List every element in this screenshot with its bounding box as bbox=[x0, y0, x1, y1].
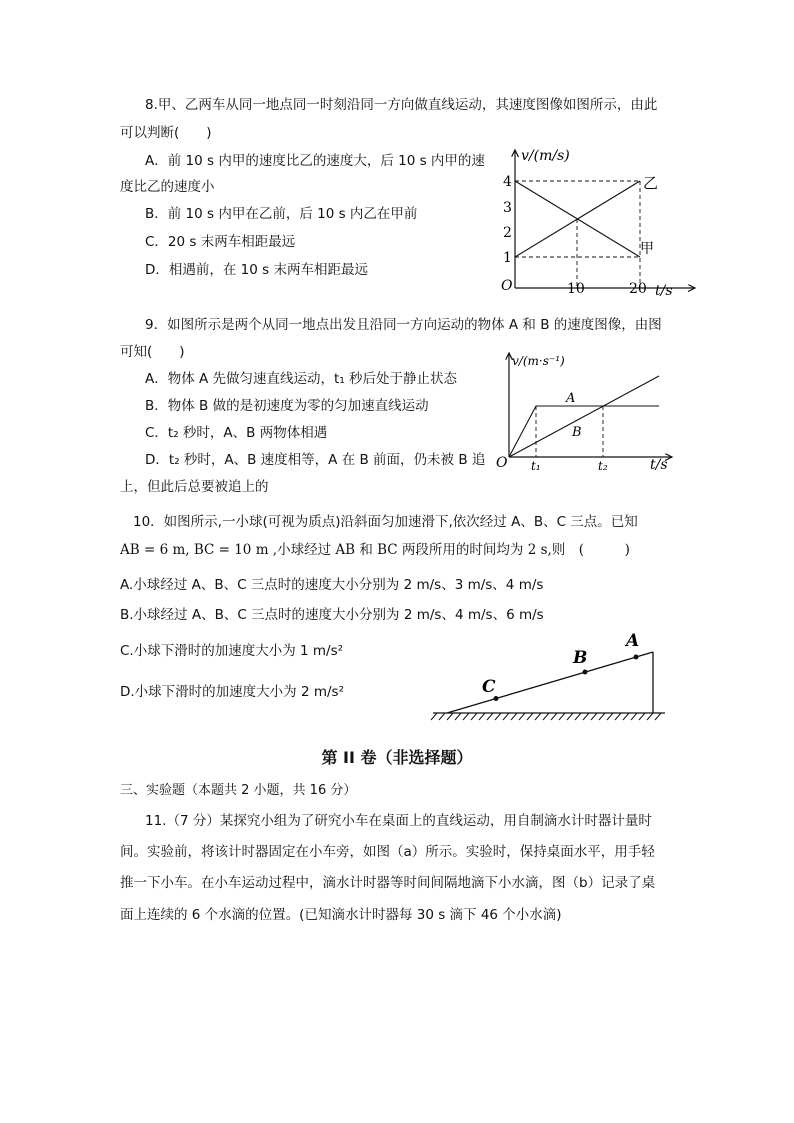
q8-xtick: 10 bbox=[567, 281, 585, 297]
q9-stem-line2: 可知( ) bbox=[120, 344, 185, 360]
q8-ytick: 4 bbox=[503, 174, 512, 190]
q10-label-c: C bbox=[482, 677, 496, 697]
q8-ytick: 1 bbox=[503, 250, 512, 266]
q8-ytick: 2 bbox=[503, 225, 512, 241]
q9-label-a: A bbox=[566, 391, 576, 406]
q10-option-d: D.小球下滑时的加速度大小为 2 m/s² bbox=[120, 684, 345, 700]
q9-option-a: A．物体 A 先做匀速直线运动，t₁ 秒后处于静止状态 bbox=[145, 371, 458, 387]
q9-label-t1: t₁ bbox=[531, 459, 541, 473]
q9-origin: O bbox=[496, 455, 508, 471]
q11-line3: 推一下小车。在小车运动过程中，滴水计时器等时间间隔地滴下小水滴，图（b）记录了桌 bbox=[120, 875, 656, 891]
q11-line2: 间。实验前，将该计时器固定在小车旁，如图（a）所示。实验时，保持桌面水平，用手轻 bbox=[120, 844, 655, 860]
q8-stem-line2: 可以判断( ) bbox=[120, 125, 212, 141]
q10-label-a: A bbox=[626, 631, 640, 651]
q8-xlabel: t/s bbox=[655, 283, 673, 299]
q11-line4: 面上连续的 6 个水滴的位置。(已知滴水计时器每 30 s 滴下 46 个小水滴) bbox=[120, 907, 562, 923]
part2-title: 第 II 卷（非选择题） bbox=[321, 748, 473, 767]
q8-option-c: C．20 s 末两车相距最远 bbox=[145, 234, 296, 250]
q8-label-jia: 甲 bbox=[640, 241, 654, 257]
q8-ylabel: v/(m/s) bbox=[521, 148, 570, 164]
q9-velocity-graph bbox=[492, 345, 682, 475]
q8-label-yi: 乙 bbox=[643, 174, 659, 192]
q9-xlabel: t/s bbox=[650, 457, 668, 473]
q9-option-c: C．t₂ 秒时，A、B 两物体相遇 bbox=[145, 425, 328, 441]
q10-option-c: C.小球下滑时的加速度大小为 1 m/s² bbox=[120, 643, 344, 659]
q10-stem-line2: AB = 6 m, BC = 10 m ,小球经过 AB 和 BC 两段所用的时间均为 2 s,则 ( ) bbox=[120, 542, 630, 558]
section-heading: 三、实验题（本题共 2 小题，共 16 分） bbox=[120, 783, 357, 798]
q9-ylabel: v/(m·s⁻¹) bbox=[512, 354, 565, 368]
q8-velocity-graph bbox=[495, 140, 710, 300]
q9-option-b: B．物体 B 做的是初速度为零的匀加速直线运动 bbox=[145, 398, 429, 414]
q11-line1: 11.（7 分）某探究小组为了研究小车在桌面上的直线运动，用自制滴水计时器计量时 bbox=[145, 813, 652, 829]
q10-option-b: B.小球经过 A、B、C 三点时的速度大小分别为 2 m/s、4 m/s、6 m/s bbox=[120, 607, 544, 623]
q9-stem-line1: 9．如图所示是两个从同一地点出发且沿同一方向运动的物体 A 和 B 的速度图像，由图 bbox=[145, 317, 662, 333]
q8-option-b: B．前 10 s 内甲在乙前，后 10 s 内乙在甲前 bbox=[145, 206, 418, 222]
q9-line-b bbox=[509, 376, 659, 457]
q9-label-b: B bbox=[572, 425, 582, 440]
q8-xtick: 20 bbox=[629, 281, 647, 297]
q8-option-d: D．相遇前，在 10 s 末两车相距最远 bbox=[145, 262, 368, 278]
q8-option-a-line1: A．前 10 s 内甲的速度比乙的速度大，后 10 s 内甲的速 bbox=[145, 153, 485, 169]
q10-incline-figure bbox=[425, 625, 670, 725]
q8-option-a-line2: 度比乙的速度小 bbox=[120, 179, 215, 195]
q10-ground-hatch bbox=[431, 713, 661, 720]
q8-ytick: 3 bbox=[503, 200, 512, 216]
q10-point-a bbox=[634, 655, 639, 660]
q10-stem-line1: 10．如图所示,一小球(可视为质点)沿斜面匀加速滑下,依次经过 A、B、C 三点。已知 bbox=[133, 514, 638, 530]
q8-stem-line1: 8.甲、乙两车从同一地点同一时刻沿同一方向做直线运动，其速度图像如图所示，由此 bbox=[145, 97, 658, 113]
q9-option-d-line2: 上，但此后总要被追上的 bbox=[120, 479, 269, 495]
q9-line-a bbox=[509, 406, 659, 457]
q9-option-d-line1: D．t₂ 秒时，A、B 速度相等，A 在 B 前面，仍未被 B 追 bbox=[145, 452, 486, 468]
q10-incline-surface bbox=[447, 652, 653, 713]
q10-label-b: B bbox=[573, 648, 588, 668]
q10-option-a: A.小球经过 A、B、C 三点时的速度大小分别为 2 m/s、3 m/s、4 m/s bbox=[120, 577, 544, 593]
q9-label-t2: t₂ bbox=[598, 459, 608, 473]
q10-point-b bbox=[583, 670, 588, 675]
q8-origin: O bbox=[501, 278, 513, 294]
